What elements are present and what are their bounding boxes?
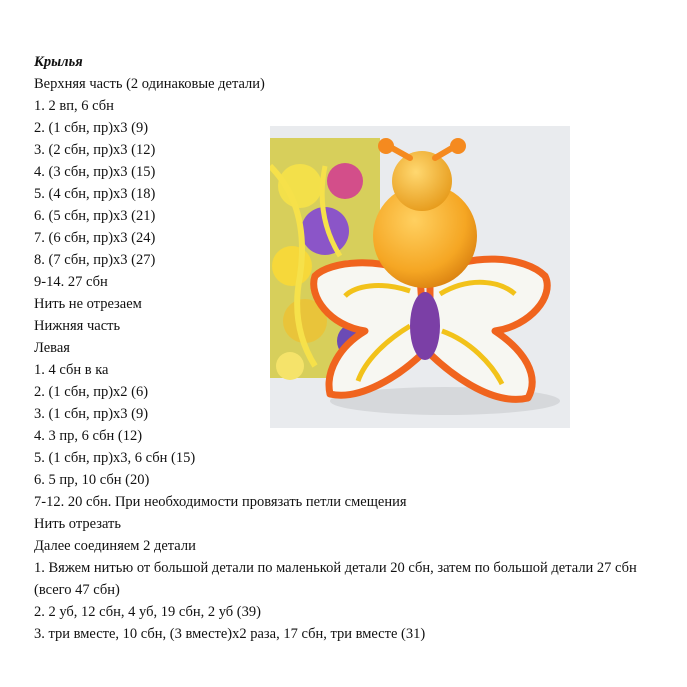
pattern-row: 2. 2 уб, 12 сбн, 4 уб, 19 сбн, 2 уб (39) (34, 604, 261, 620)
pattern-row: 3. три вместе, 10 сбн, (3 вместе)х2 раза, 17 сбн, три вместе (31) (34, 626, 426, 642)
pattern-row: 6. (5 сбн, пр)х3 (21) (34, 208, 156, 224)
pattern-row: 1. 4 сбн в ка (34, 362, 109, 378)
butterfly-head (392, 151, 452, 211)
joining-heading: Далее соединяем 2 детали (34, 538, 196, 554)
pattern-row: 3. (1 сбн, пр)х3 (9) (34, 406, 149, 422)
upper-part-heading: Верхняя часть (2 одинаковые детали) (34, 76, 265, 92)
pattern-row: 1. 2 вп, 6 сбн (34, 98, 114, 114)
pattern-note: Нить не отрезаем (34, 296, 142, 312)
pattern-row: 3. (2 сбн, пр)х3 (12) (34, 142, 156, 158)
pattern-row: 2. (1 сбн, пр)х3 (9) (34, 120, 149, 136)
pattern-row: 2. (1 сбн, пр)х2 (6) (34, 384, 149, 400)
butterfly-illustration (270, 126, 570, 428)
pattern-row: 9-14. 27 сбн (34, 274, 108, 290)
pattern-row: 1. Вяжем нитью от большой детали по маленькой детали 20 сбн, затем по большой детали 27 сбн (всего 47 сбн) (34, 560, 637, 598)
section-title: Крылья (34, 54, 83, 70)
pattern-row: 6. 5 пр, 10 сбн (20) (34, 472, 150, 488)
lower-part-heading: Нижняя часть (34, 318, 121, 334)
pattern-row: 7-12. 20 сбн. При необходимости провязать петли смещения (34, 494, 407, 510)
butterfly-photo (270, 126, 570, 428)
pattern-row: 5. (4 сбн, пр)х3 (18) (34, 186, 156, 202)
pattern-row: 5. (1 сбн, пр)х3, 6 сбн (15) (34, 450, 196, 466)
lower-part-subheading: Левая (34, 340, 70, 356)
pattern-note: Нить отрезать (34, 516, 121, 532)
pattern-row: 7. (6 сбн, пр)х3 (24) (34, 230, 156, 246)
pattern-row: 4. (3 сбн, пр)х3 (15) (34, 164, 156, 180)
pattern-row: 8. (7 сбн, пр)х3 (27) (34, 252, 156, 268)
butterfly-belly (410, 292, 440, 360)
pattern-row: 4. 3 пр, 6 сбн (12) (34, 428, 143, 444)
